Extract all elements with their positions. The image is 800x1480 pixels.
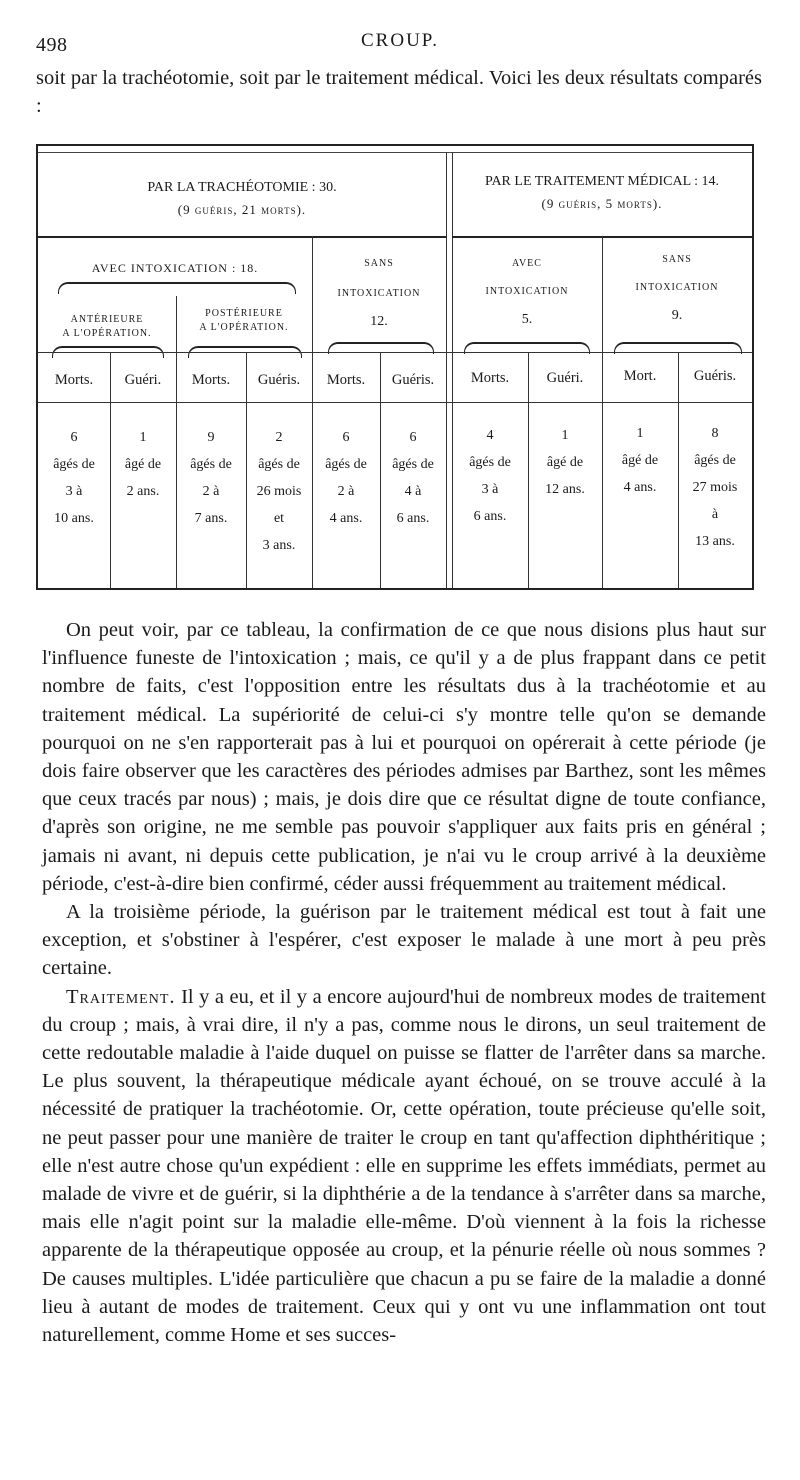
- group-divider: [446, 152, 447, 588]
- subgroup-count: 12.: [370, 314, 388, 329]
- column-header: Guéri.: [546, 370, 584, 386]
- subgroup-label: INTOXICATION: [485, 286, 569, 297]
- paragraph: On peut voir, par ce tableau, la confirmation de ce que nous disions plus haut sur l'influence funeste de l'intoxication ; mais, ce qu'il y a de plus frappant dans ce petit nombre de faits, c'est l'opposition entre les résultats dus à la trachéotomie et au traitement médical. La supériorité de celui-ci s'y montre telle qu'on se demande pourquoi on ne s'en rapporterait pas à lui et pourquoi on opérerait à cette période (je dois faire observer que les caractères des périodes admises par Barthez, sont les mêmes que ceux tracés par nous) ; mais, je dois dire que ce résultat digne de toute confiance, d'après son origine, ne me semble pas pouvoir s'appliquer aux faits pris en général ; jamais ni avant, ni depuis cette publication, je n'ai vu le croup arrivé à la deuxième période, c'est-à-dire bien confirmé, céder aussi fréquemment au traitement médical.: [42, 619, 766, 895]
- subgroup-label: AVEC INTOXICATION : 18.: [91, 261, 259, 275]
- table-cell: 2 âgés de 26 mois et 3 ans.: [256, 430, 302, 553]
- left-group-title: PAR LA TRACHÉOTOMIE : 30.: [147, 180, 337, 195]
- subgroup-label: AVEC: [512, 258, 542, 269]
- table-cell: 6 âgés de 2 à 4 ans.: [325, 430, 367, 526]
- brace: [58, 282, 296, 294]
- column-header: Guéris.: [693, 368, 737, 384]
- intro-text: soit par la trachéotomie, soit par le traitement médical. Voici les deux résultats comparés :: [36, 67, 762, 117]
- paragraph: A la troisième période, la guérison par le traitement médical est tout à fait une exception, et s'obstiner à l'espérer, c'est exposer le malade à une mort à peu près certaine.: [42, 901, 766, 980]
- subgroup-label: INTOXICATION: [635, 282, 719, 293]
- subgroup-label: SANS: [364, 258, 394, 269]
- column-header: Guéris.: [391, 372, 435, 388]
- running-title: CROUP.: [361, 30, 439, 51]
- column-header: Morts.: [191, 372, 231, 388]
- right-group-subtitle: (9 guéris, 5 morts).: [541, 196, 663, 211]
- paragraph: [42, 983, 766, 1350]
- right-group-title: PAR LE TRAITEMENT MÉDICAL : 14.: [484, 174, 720, 189]
- table-cell: 1 âgé de 2 ans.: [124, 430, 162, 499]
- paragraph-text: Il y a eu, et il y a encore aujourd'hui de nombreux modes de traitement du croup ; mais, à vrai dire, il n'y a pas, comme nous le dirons, un seul traitement de cette redoutable maladie à l'aide duquel on puisse se flatter de l'arrêter dans sa marche. Le plus souvent, la thérapeutique médicale ayant échoué, on se trouve acculé à la nécessité de pratiquer la trachéotomie. Or, cette opération, toute précieuse qu'elle soit, ne peut passer pour une manière de traiter le croup en tant qu'affection diphthéritique ; elle n'est autre chose qu'un expédient : elle en supprime les effets immédiats, permet au malade de vivre et de guérir, si la diphthérie a de la tendance à s'arrêter dans sa marche, mais elle n'agit point sur la maladie elle-même. D'où viennent à la fois la richesse apparente de la thérapeutique opposée au croup, et la pénurie réelle où nous sommes ? De causes multiples. L'idée particulière que chacun a pu se faire de la maladie a donné lieu à autant de modes de traitement. Ceux qui y ont vu une inflammation ont tout naturellement, comme Home et ses succes-: [42, 985, 766, 1347]
- table-cell: 9 âgés de 2 à 7 ans.: [190, 430, 232, 526]
- column-header: Morts.: [54, 372, 94, 388]
- subgroup-label: INTOXICATION: [337, 288, 421, 299]
- table-cell: 1 âgé de 12 ans.: [545, 428, 585, 497]
- timing-label: A L'OPÉRATION.: [199, 322, 289, 333]
- comparison-table: [36, 144, 754, 590]
- table-cell: 8 âgés de 27 mois à 13 ans.: [692, 426, 738, 549]
- column-header: Guéri.: [124, 372, 162, 388]
- timing-label: A L'OPÉRATION.: [62, 328, 152, 339]
- timing-label: POSTÉRIEURE: [205, 308, 283, 319]
- table-cell: 6 âgés de 4 à 6 ans.: [392, 430, 434, 526]
- table-cell: 6 âgés de 3 à 10 ans.: [53, 430, 95, 526]
- timing-label: ANTÉRIEURE: [70, 314, 144, 325]
- subgroup-label: SANS: [662, 254, 692, 265]
- table-cell: 4 âgés de 3 à 6 ans.: [469, 428, 511, 524]
- subgroup-count: 9.: [671, 308, 683, 323]
- left-group-subtitle: (9 guéris, 21 morts).: [177, 202, 307, 217]
- table-cell: 1 âgé de 4 ans.: [621, 426, 659, 495]
- subgroup-count: 5.: [521, 312, 533, 327]
- section-lead: Traitement.: [66, 985, 176, 1008]
- column-header: Guéris.: [257, 372, 301, 388]
- column-header: Morts.: [470, 370, 510, 386]
- column-header: Morts.: [326, 372, 366, 388]
- body-text: [42, 616, 766, 1349]
- page-number: 498: [36, 34, 68, 56]
- column-header: Mort.: [623, 368, 657, 384]
